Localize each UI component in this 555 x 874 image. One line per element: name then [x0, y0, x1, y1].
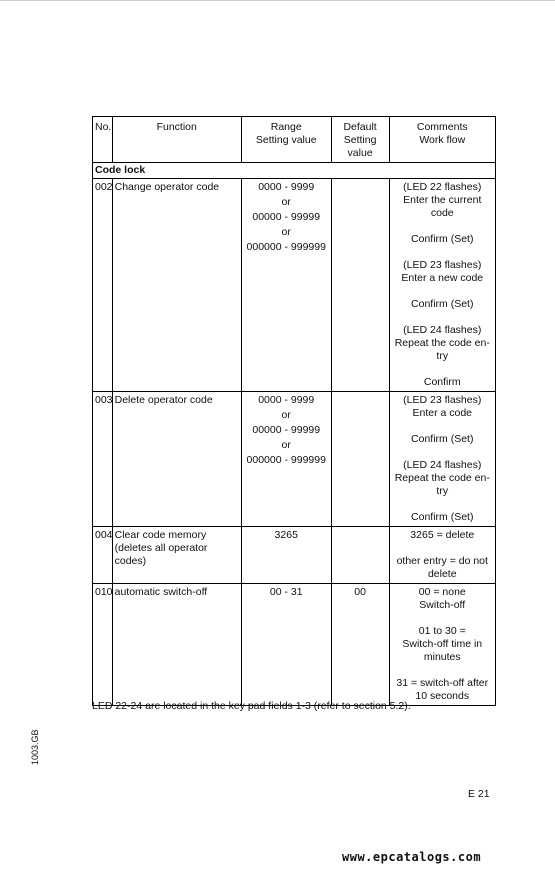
- header-default-line: Setting: [343, 134, 377, 146]
- header-default: [331, 117, 389, 163]
- top-rule: [0, 0, 555, 1]
- comment-line: 10 seconds: [415, 690, 470, 702]
- header-no: No.: [93, 117, 113, 163]
- comment-line: Switch-off: [419, 599, 466, 611]
- comment-line: Repeat the code en-: [394, 337, 490, 349]
- range-line: or: [281, 226, 291, 238]
- comment-line: Enter a code: [412, 407, 473, 419]
- comment-line: Confirm (Set): [411, 233, 474, 245]
- comment-line: Enter a new code: [401, 272, 484, 284]
- cell-default: 00: [331, 584, 389, 706]
- section-row: [93, 163, 496, 179]
- comment-line: minutes: [423, 651, 461, 663]
- comment-line: (LED 24 flashes): [403, 324, 482, 336]
- range-line: 3265: [274, 529, 298, 541]
- comment-line: (LED 23 flashes): [403, 394, 482, 406]
- table-row: [93, 392, 496, 527]
- header-comments-line: Comments: [416, 121, 468, 133]
- comment-block: [392, 433, 493, 446]
- range-line: or: [281, 196, 291, 208]
- range-line: 0000 - 9999: [258, 181, 315, 193]
- comment-line: Switch-off time in: [402, 638, 483, 650]
- comment-block: [392, 298, 493, 311]
- page-number: E 21: [468, 788, 490, 800]
- comment-block: [392, 233, 493, 246]
- comment-block: [392, 625, 493, 664]
- header-default-line: Default: [343, 121, 377, 133]
- cell-comments: [389, 179, 495, 392]
- range-line: 0000 - 9999: [258, 394, 315, 406]
- comment-line: try: [436, 350, 449, 362]
- comment-line: Confirm (Set): [411, 298, 474, 310]
- document-code: 1003.GB: [30, 729, 40, 765]
- parameter-table: [92, 116, 496, 706]
- cell-default: [331, 179, 389, 392]
- watermark-url: www.epcatalogs.com: [342, 850, 482, 864]
- header-range-line: Setting value: [255, 134, 317, 146]
- table-header-row: [93, 117, 496, 163]
- range-line: 00000 - 99999: [252, 211, 321, 223]
- cell-range: [241, 179, 331, 392]
- comment-block: [392, 324, 493, 363]
- comment-line: (LED 24 flashes): [403, 459, 482, 471]
- header-range: [241, 117, 331, 163]
- table-row: [93, 179, 496, 392]
- comment-line: 3265 = delete: [410, 529, 475, 541]
- cell-comments: [389, 584, 495, 706]
- cell-range: [241, 392, 331, 527]
- cell-function: automatic switch-off: [112, 584, 241, 706]
- comment-block: [392, 529, 493, 542]
- comment-block: [392, 586, 493, 612]
- comment-block: [392, 555, 493, 581]
- comment-line: Confirm: [423, 376, 461, 388]
- comment-block: [392, 394, 493, 420]
- cell-no: 010: [93, 584, 113, 706]
- comment-line: other entry = do not: [396, 555, 488, 567]
- comment-line: 01 to 30 =: [418, 625, 466, 637]
- comment-line: (LED 23 flashes): [403, 259, 482, 271]
- comment-line: (LED 22 flashes): [403, 181, 482, 193]
- header-function: Function: [112, 117, 241, 163]
- range-line: 000000 - 999999: [246, 454, 326, 466]
- cell-range: [241, 584, 331, 706]
- range-line: 00000 - 99999: [252, 424, 321, 436]
- comment-line: Repeat the code en-: [394, 472, 490, 484]
- cell-function: Change operator code: [112, 179, 241, 392]
- cell-no: 003: [93, 392, 113, 527]
- cell-default: [331, 392, 389, 527]
- cell-range: [241, 527, 331, 584]
- range-line: or: [281, 409, 291, 421]
- comment-block: [392, 181, 493, 220]
- header-default-line: value: [347, 147, 373, 159]
- cell-function: Delete operator code: [112, 392, 241, 527]
- comment-block: [392, 459, 493, 498]
- section-title: Code lock: [93, 163, 496, 179]
- table-row: [93, 527, 496, 584]
- footnote: LED 22-24 are located in the key pad fields 1-3 (refer to section 5.2).: [92, 700, 411, 712]
- cell-function: Clear code memory (deletes all operator codes): [112, 527, 241, 584]
- comment-block: [392, 259, 493, 285]
- range-line: 00 - 31: [269, 586, 303, 598]
- comment-line: Confirm (Set): [411, 511, 474, 523]
- comment-line: Enter the current: [403, 194, 482, 206]
- range-line: 000000 - 999999: [246, 241, 326, 253]
- comment-line: 00 = none: [418, 586, 466, 598]
- header-comments: [389, 117, 495, 163]
- header-range-line: Range: [270, 121, 302, 133]
- comment-line: try: [436, 485, 449, 497]
- cell-no: 004: [93, 527, 113, 584]
- table-row: [93, 584, 496, 706]
- comment-line: 31 = switch-off after: [396, 677, 489, 689]
- cell-default: [331, 527, 389, 584]
- header-comments-line: Work flow: [419, 134, 466, 146]
- comment-line: Confirm (Set): [411, 433, 474, 445]
- cell-comments: [389, 392, 495, 527]
- range-line: or: [281, 439, 291, 451]
- cell-comments: [389, 527, 495, 584]
- comment-line: delete: [427, 568, 457, 580]
- comment-block: [392, 376, 493, 389]
- comment-line: code: [430, 207, 454, 219]
- cell-no: 002: [93, 179, 113, 392]
- comment-block: [392, 511, 493, 524]
